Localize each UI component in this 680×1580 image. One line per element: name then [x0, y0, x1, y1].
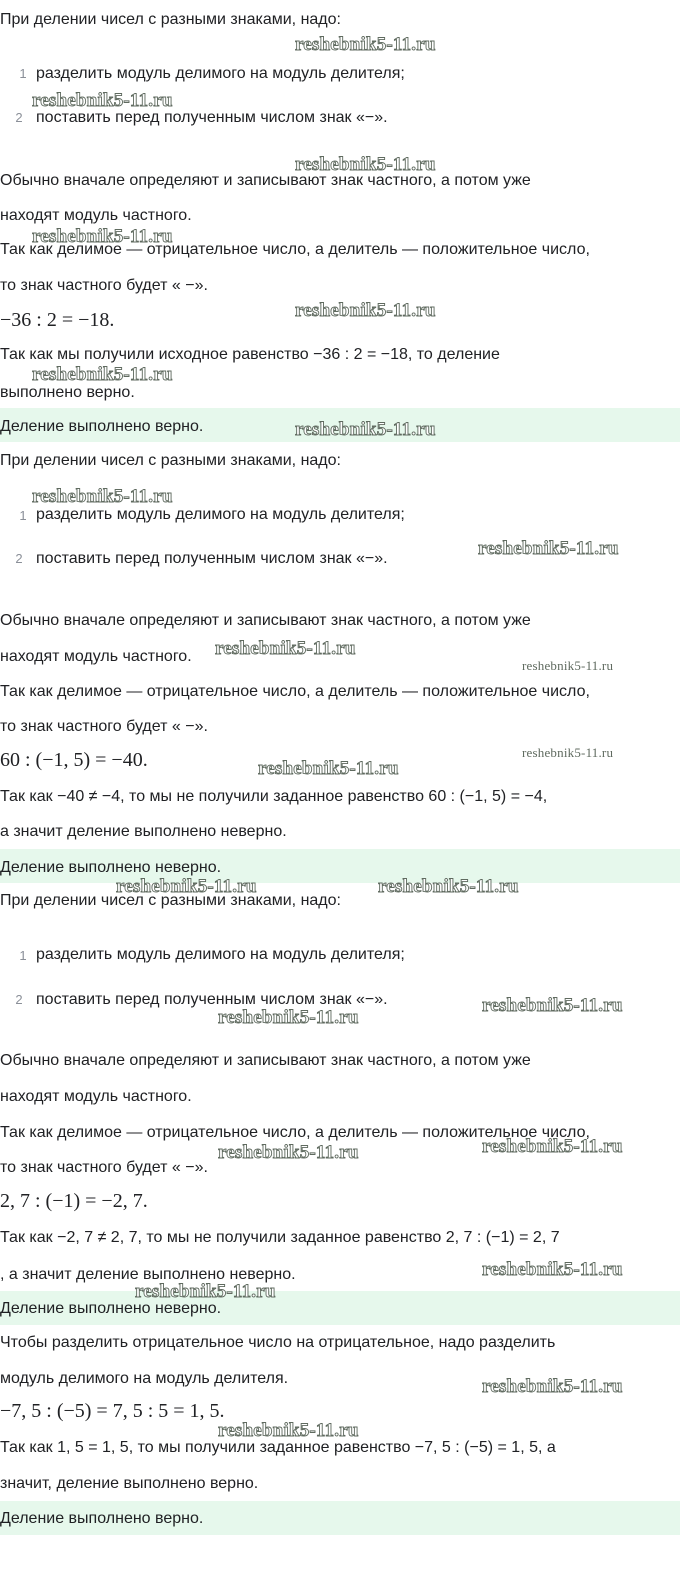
watermark: reshebnik5-11.ru [218, 1420, 359, 1441]
step-number: 1 [19, 948, 27, 963]
watermark: reshebnik5-11.ru [295, 300, 436, 321]
watermark: reshebnik5-11.ru [378, 876, 519, 897]
watermark: reshebnik5-11.ru [135, 1281, 276, 1302]
watermark: reshebnik5-11.ru [478, 538, 619, 559]
paragraph: Так как делимое — отрицательное число, а делитель — положительное число, [0, 683, 590, 700]
check-text: , а значит деление выполнено неверно. [0, 1266, 296, 1283]
paragraph: то знак частного будет « −». [0, 277, 208, 294]
watermark: reshebnik5-11.ru [522, 658, 614, 673]
paragraph: Чтобы разделить отрицательное число на отрицательное, надо разделить [0, 1334, 556, 1351]
watermark: reshebnik5-11.ru [32, 486, 173, 507]
equation: 60 : (−1, 5) = −40. [0, 749, 148, 771]
watermark: reshebnik5-11.ru [482, 1376, 623, 1397]
step-number: 2 [15, 551, 23, 566]
watermark: reshebnik5-11.ru [258, 758, 399, 779]
watermark: reshebnik5-11.ru [295, 34, 436, 55]
intro-text: При делении чисел с разными знаками, надо: [0, 452, 341, 469]
watermark: reshebnik5-11.ru [482, 1259, 623, 1280]
watermark: reshebnik5-11.ru [295, 154, 436, 175]
check-text: Так как −40 ≠ −4, то мы не получили заданное равенство 60 : (−1, 5) = −4, [0, 788, 548, 805]
watermark: reshebnik5-11.ru [218, 1007, 359, 1028]
paragraph: находят модуль частного. [0, 648, 192, 665]
verdict-text: Деление выполнено верно. [0, 418, 204, 435]
paragraph: то знак частного будет « −». [0, 718, 208, 735]
watermark: reshebnik5-11.ru [32, 226, 173, 247]
check-text: Так как мы получили исходное равенство −36 : 2 = −18, то деление [0, 346, 500, 363]
equation: −7, 5 : (−5) = 7, 5 : 5 = 1, 5. [0, 1400, 225, 1422]
step-text: поставить перед полученным числом знак «−». [36, 109, 388, 126]
step-text: разделить модуль делимого на модуль делителя; [36, 65, 405, 82]
equation: −36 : 2 = −18. [0, 309, 115, 331]
watermark: reshebnik5-11.ru [522, 745, 614, 760]
step-number: 1 [19, 66, 27, 81]
step-number: 2 [15, 110, 23, 125]
check-text: Так как 1, 5 = 1, 5, то мы получили заданное равенство −7, 5 : (−5) = 1, 5, а [0, 1439, 556, 1456]
step-text: разделить модуль делимого на модуль делителя; [36, 506, 405, 523]
paragraph: Обычно вначале определяют и записывают знак частного, а потом уже [0, 172, 531, 189]
paragraph: находят модуль частного. [0, 207, 192, 224]
paragraph: модуль делимого на модуль делителя. [0, 1370, 289, 1387]
watermark: reshebnik5-11.ru [32, 90, 173, 111]
step-number: 1 [19, 508, 27, 523]
check-text: а значит деление выполнено неверно. [0, 823, 287, 840]
verdict-text: Деление выполнено верно. [0, 1510, 204, 1527]
intro-text: При делении чисел с разными знаками, надо: [0, 11, 341, 28]
watermark: reshebnik5-11.ru [482, 995, 623, 1016]
step-text: поставить перед полученным числом знак «−». [36, 991, 388, 1008]
equation: 2, 7 : (−1) = −2, 7. [0, 1190, 148, 1212]
watermark: reshebnik5-11.ru [32, 364, 173, 385]
paragraph: Обычно вначале определяют и записывают знак частного, а потом уже [0, 1052, 531, 1069]
step-text: поставить перед полученным числом знак «−». [36, 550, 388, 567]
check-text: выполнено верно. [0, 384, 135, 401]
intro-text: При делении чисел с разными знаками, надо: [0, 892, 341, 909]
watermark: reshebnik5-11.ru [482, 1136, 623, 1157]
step-number: 2 [15, 992, 23, 1007]
watermark: reshebnik5-11.ru [116, 876, 257, 897]
verdict-text: Деление выполнено неверно. [0, 1300, 222, 1317]
paragraph: Так как делимое — отрицательное число, а делитель — положительное число, [0, 1124, 590, 1141]
verdict-text: Деление выполнено неверно. [0, 859, 222, 876]
paragraph: то знак частного будет « −». [0, 1159, 208, 1176]
paragraph: Так как делимое — отрицательное число, а делитель — положительное число, [0, 241, 590, 258]
step-text: разделить модуль делимого на модуль делителя; [36, 946, 405, 963]
watermark: reshebnik5-11.ru [215, 638, 356, 659]
check-text: Так как −2, 7 ≠ 2, 7, то мы не получили заданное равенство 2, 7 : (−1) = 2, 7 [0, 1229, 560, 1246]
watermark: reshebnik5-11.ru [295, 419, 436, 440]
paragraph: находят модуль частного. [0, 1088, 192, 1105]
paragraph: Обычно вначале определяют и записывают знак частного, а потом уже [0, 612, 531, 629]
check-text: значит, деление выполнено верно. [0, 1475, 259, 1492]
watermark: reshebnik5-11.ru [218, 1142, 359, 1163]
